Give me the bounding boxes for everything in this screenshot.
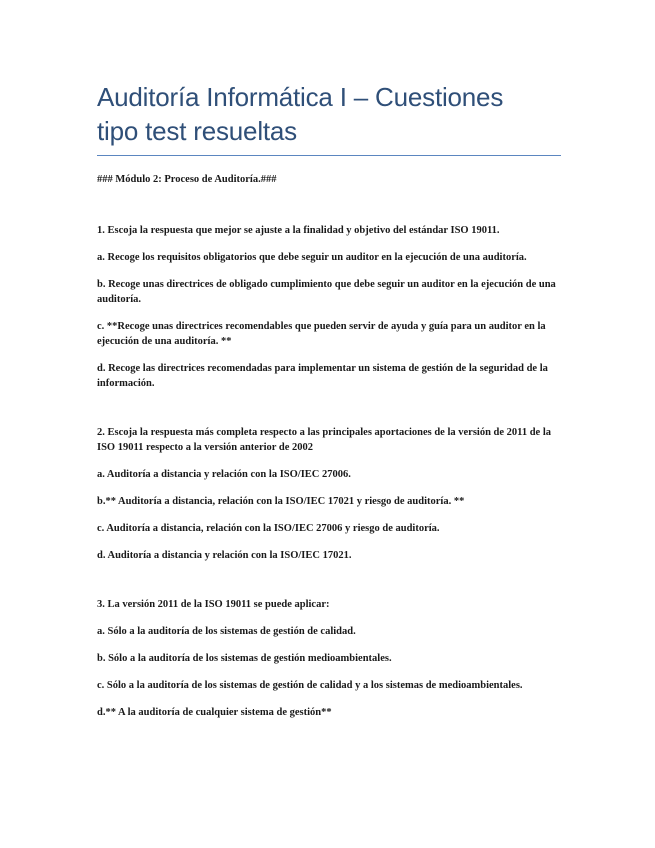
module-heading: ### Módulo 2: Proceso de Auditoría.### — [97, 174, 277, 185]
title-divider — [97, 155, 561, 156]
option-b: b. Sólo a la auditoría de los sistemas de gestión medioambientales. — [97, 653, 392, 664]
document-title — [97, 80, 561, 148]
option-a: a. Sólo a la auditoría de los sistemas de gestión de calidad. — [97, 626, 356, 637]
document-page — [97, 80, 561, 720]
title-line-1: Auditoría Informática I – Cuestiones — [97, 82, 504, 112]
option-d: d. Recoge las directrices recomendadas para implementar un sistema de gestión de la seguridad de la información. — [97, 363, 548, 389]
question-text: 1. Escoja la respuesta que mejor se ajuste a la finalidad y objetivo del estándar ISO 19011. — [97, 225, 500, 236]
question-3 — [97, 597, 561, 720]
option-a: a. Recoge los requisitos obligatorios que debe seguir un auditor en la ejecución de una auditoría. — [97, 252, 527, 263]
option-b: b.** Auditoría a distancia, relación con la ISO/IEC 17021 y riesgo de auditoría. ** — [97, 496, 465, 507]
question-text: 3. La versión 2011 de la ISO 19011 se puede aplicar: — [97, 599, 330, 610]
option-d: d.** A la auditoría de cualquier sistema de gestión** — [97, 707, 332, 718]
question-1 — [97, 223, 561, 391]
option-c: c. Sólo a la auditoría de los sistemas de gestión de calidad y a los sistemas de medioambientales. — [97, 680, 523, 691]
option-c: c. Auditoría a distancia, relación con la ISO/IEC 27006 y riesgo de auditoría. — [97, 523, 440, 534]
option-a: a. Auditoría a distancia y relación con la ISO/IEC 27006. — [97, 469, 351, 480]
question-2 — [97, 425, 561, 563]
option-d: d. Auditoría a distancia y relación con la ISO/IEC 17021. — [97, 550, 352, 561]
option-c: c. **Recoge unas directrices recomendables que pueden servir de ayuda y guía para un auditor en la ejecución de una auditoría. ** — [97, 321, 546, 347]
option-b: b. Recoge unas directrices de obligado cumplimiento que debe seguir un auditor en la ejecución de una auditoría. — [97, 279, 556, 305]
question-text: 2. Escoja la respuesta más completa respecto a las principales aportaciones de la versión de 2011 de la ISO 19011 respecto a la versión anterior de 2002 — [97, 427, 552, 453]
title-line-2: tipo test resueltas — [97, 116, 297, 146]
